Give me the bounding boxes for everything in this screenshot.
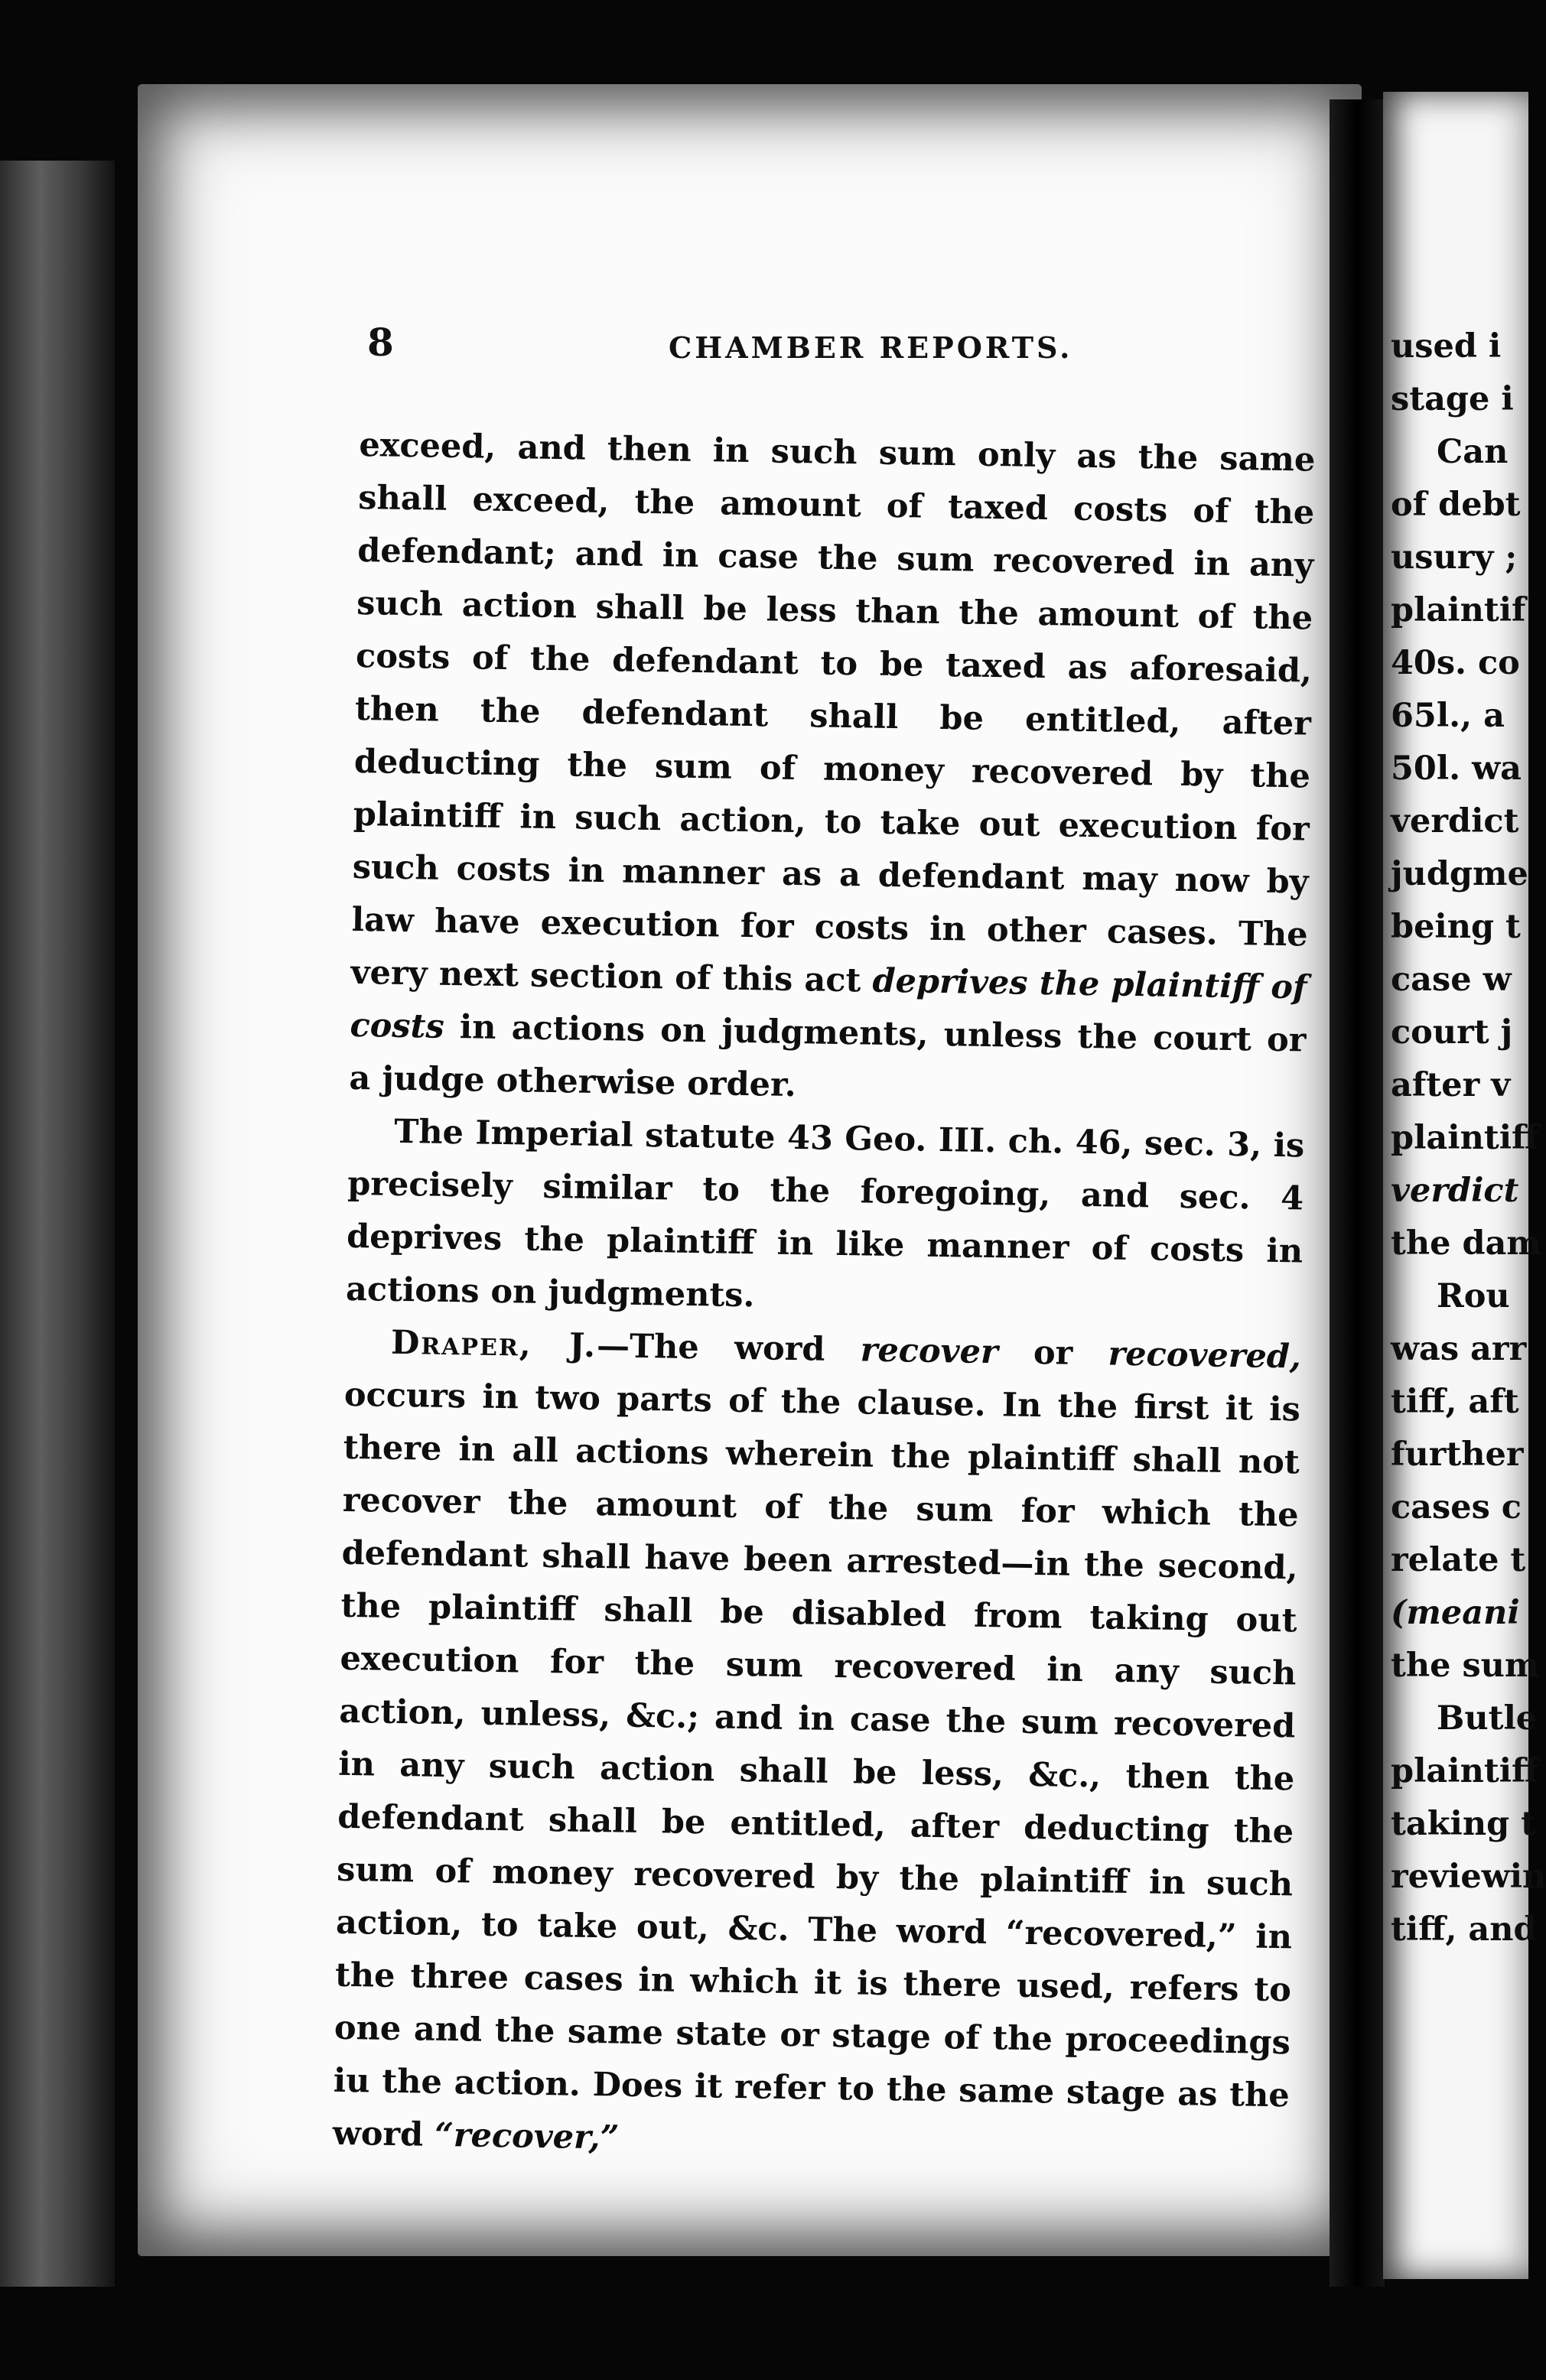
facing-page-line: being t bbox=[1391, 908, 1521, 946]
facing-page-line: plaintif bbox=[1391, 591, 1526, 629]
scanner-background-left bbox=[0, 161, 115, 2287]
facing-page-line: usury ; bbox=[1391, 538, 1518, 577]
facing-page-line: verdict bbox=[1391, 1172, 1519, 1210]
facing-page-line: plaintiff bbox=[1391, 1752, 1539, 1790]
facing-page-line: taking t bbox=[1391, 1805, 1537, 1843]
page-number: 8 bbox=[367, 320, 394, 365]
facing-page-line: Butle bbox=[1437, 1699, 1538, 1738]
facing-page-line: cases c bbox=[1391, 1488, 1522, 1527]
facing-page-line: the sum bbox=[1391, 1647, 1540, 1685]
facing-page-line: (meani bbox=[1391, 1594, 1520, 1632]
paragraph-1: exceed, and then in such sum only as the same shall exceed, the amount of taxed costs of the defendant; and in case the sum recovered in any such action shall be less than the amount of the costs of the defendant to be taxed as aforesaid, then the defendant shall be entitled, after deducting the sum of money recovered by the plaintiff in such action, to take out execution for such costs in manner as a defendant may now by law have execution for costs in other cases. The very next section of this act deprives the plaintiff of costs in actions on judgments, unless the court or a judge otherwise order. bbox=[349, 425, 1316, 1105]
facing-page-line: of debt bbox=[1391, 486, 1521, 524]
facing-page-line: Rou bbox=[1437, 1277, 1510, 1315]
page-header bbox=[367, 320, 1308, 381]
paragraph-3: Draper, J.—The word recover or recovered, occurs in two parts of the clause. In the first it is there in all actions wherein the plaintiff shall not recover the amount of the sum for which the defendant shall have been arrested—in the second, the plaintiff shall be disabled from taking out execution for the sum recovered in any such action, unless, &c.; and in case the sum recovered in any such action shall be less, &c., then the defendant shall be entitled, after deducting the sum of money recovered by the plaintiff in such action, to take out, &c. The word “recovered,” in the three cases in which it is there used, refers to one and the same state or stage of the proceedings iu the action. Does it refer to the same stage as the word “recover,” bbox=[332, 1323, 1302, 2157]
facing-page bbox=[1383, 92, 1546, 2279]
facing-page-line: Can bbox=[1437, 433, 1509, 471]
facing-page-line: after v bbox=[1391, 1066, 1511, 1104]
facing-page-line: 50l. wa bbox=[1391, 749, 1522, 788]
facing-page-line: 65l., a bbox=[1391, 697, 1505, 735]
facing-page-line: tiff, and bbox=[1391, 1910, 1537, 1949]
facing-page-line: stage i bbox=[1391, 380, 1514, 418]
facing-page-line: relate t bbox=[1391, 1541, 1526, 1579]
body-text bbox=[332, 419, 1316, 2175]
running-head: CHAMBER REPORTS. bbox=[669, 330, 1073, 365]
facing-page-line: plaintiff bbox=[1391, 1119, 1539, 1157]
facing-page-line: was arr bbox=[1391, 1330, 1527, 1368]
judge-name: Draper, J. bbox=[390, 1323, 597, 1366]
italic-phrase: deprives the plaintiff of costs bbox=[350, 961, 1307, 1046]
facing-page-line: further bbox=[1391, 1435, 1524, 1474]
facing-page-line: reviewin bbox=[1391, 1858, 1546, 1896]
paragraph-2: The Imperial statute 43 Geo. III. ch. 46, sec. 3, is precisely similar to the foregoing, and sec. 4 deprives the plaintiff in like manner of costs in actions on judgments. bbox=[345, 1112, 1305, 1315]
facing-page-line: 40s. co bbox=[1391, 644, 1520, 682]
facing-page-line: case w bbox=[1391, 961, 1512, 999]
book-gutter bbox=[1330, 99, 1385, 2287]
facing-page-line: verdict bbox=[1391, 802, 1519, 840]
facing-page-line: used i bbox=[1391, 327, 1502, 366]
facing-page-line: court j bbox=[1391, 1013, 1513, 1052]
facing-page-line: judgme bbox=[1391, 855, 1528, 893]
facing-page-line: the dam bbox=[1391, 1224, 1541, 1263]
facing-page-line: tiff, aft bbox=[1391, 1383, 1519, 1421]
